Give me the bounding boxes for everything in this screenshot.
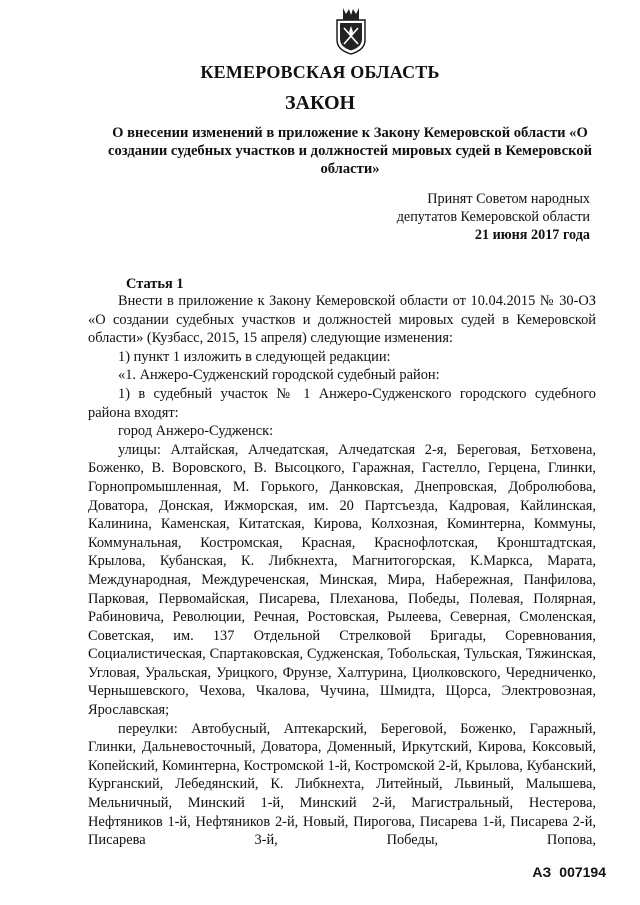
- adoption-date: 21 июня 2017 года: [474, 227, 590, 243]
- paragraph: улицы: Алтайская, Алчедатская, Алчедатская 2-я, Береговая, Бетховена, Боженко, В. Воровского, В. Высоцкого, Гаражная, Гастелло, Герцена, Глинки, Горнопромышленная, М. Горького, Данковская, Днепровская, Добролюбова, Доватора, Донская, Ижморская, им. 20 Партсъезда, Кадровая, Кайлинская, Калинина, Каменская, Китатская, Кирова, Колхозная, Коминтерна, Коммуны, Коммунальная, Костромская, Красная, Краснофлотская, Кронштадтская, Крылова, Кубанская, К. Либкнехта, Магнитогорская, К.Маркса, Марата, Международная, Междуреченская, Минская, Мира, Набережная, Панфилова, Парковая, Первомайская, Писарева, Плеханова, Победы, Полевая, Полярная, Рабиновича, Революции, Речная, Ростовская, Рылеева, Северная, Смоленская, Советская, им. 137 Отдельной Стрелковой Бригады, Соревнования, Социалистическая, Спартаковская, Судженская, Тобольская, Тульская, Тяжинская, Угловая, Уральская, Урицкого, Фрунзе, Халтурина, Циолковского, Чередниченко, Чернышевского, Чехова, Чкалова, Чучина, Шмидта, Щорса, Электровозная, Ярославская;: [88, 441, 596, 719]
- paragraph: город Анжеро-Судженск:: [118, 423, 274, 440]
- paragraph: переулки: Автобусный, Аптекарский, Береговой, Боженко, Гаражный, Глинки, Дальневосточный, Доватора, Доменный, Иркутский, Кирова, Коксовый, Копейский, Коминтерна, Костромской 1-й, Костромской 2-й, Крылова, Кубанский, Курганский, Лебедянский, К. Либкнехта, Литейный, Львиный, Малышева, Мельничный, Минский 1-й, Минский 2-й, Магистральный, Нестерова, Нефтяников 1-й, Нефтяников 2-й, Новый, Пирогова, Писарева 1-й, Писарева 2-й, Писарева 3-й, Победы, Попова,: [88, 720, 596, 849]
- paragraph: 1) пункт 1 изложить в следующей редакции:: [118, 348, 391, 365]
- law-subject-title: О внесении изменений в приложение к Закону Кемеровской области «О создании судебных участков и должностей мировых судей в Кемеровской области»: [107, 125, 592, 177]
- article-heading: Статья 1: [126, 276, 184, 292]
- article-body: [88, 292, 596, 850]
- paragraph: Внести в приложение к Закону Кемеровской области от 10.04.2015 № 30-ОЗ «О создании судебных участков и должностей мировых судей в Кемеровской области» (Кузбасс, 2015, 15 апреля) следующие изменения:: [88, 293, 596, 347]
- form-serial-number: [532, 864, 606, 880]
- adoption-line-1: Принят Советом народных: [427, 191, 590, 207]
- document-type: ЗАКОН: [284, 92, 356, 114]
- region-title: КЕМЕРОВСКАЯ ОБЛАСТЬ: [200, 62, 440, 82]
- paragraph: «1. Анжеро-Судженский городской судебный район:: [118, 367, 440, 384]
- serial-number: 007194: [559, 864, 606, 880]
- paragraph: 1) в судебный участок № 1 Анжеро-Судженского городского судебного района входят:: [88, 385, 596, 421]
- adoption-line-2: депутатов Кемеровской области: [396, 209, 590, 225]
- coat-of-arms-emblem: [333, 6, 369, 56]
- serial-series: АЗ: [532, 864, 552, 880]
- adoption-block: [397, 190, 590, 244]
